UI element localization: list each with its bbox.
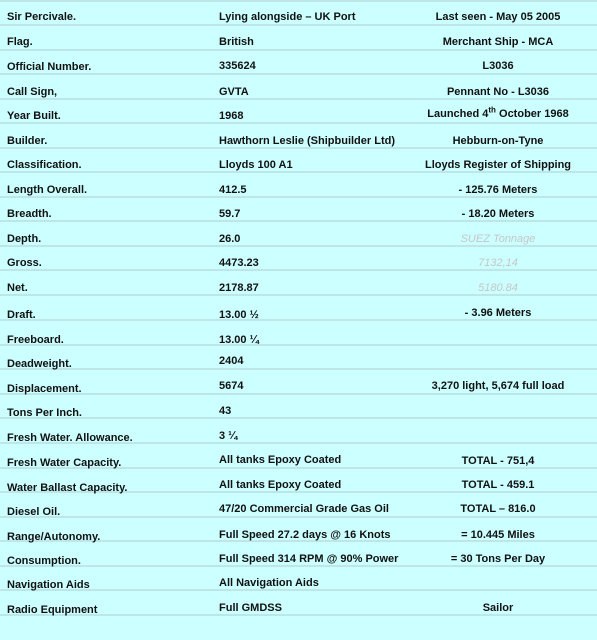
row-label: Breadth. bbox=[7, 208, 52, 220]
row-note-text: October 1968 bbox=[495, 108, 569, 120]
row-value: 412.5 bbox=[219, 184, 247, 196]
row-value: All tanks Epoxy Coated bbox=[219, 454, 342, 466]
ordinal-suffix: th bbox=[488, 105, 496, 115]
row-note: = 30 Tons Per Day bbox=[450, 553, 546, 565]
row-divider bbox=[0, 98, 597, 100]
row-label: Tons Per Inch. bbox=[7, 407, 82, 419]
row-label: Gross. bbox=[7, 257, 42, 269]
row-label: Call Sign, bbox=[7, 86, 58, 98]
row-divider bbox=[0, 294, 597, 296]
row-divider bbox=[0, 319, 597, 321]
row-label: Consumption. bbox=[7, 555, 81, 567]
row-value: 1968 bbox=[219, 110, 244, 122]
row-note: 7132,14 bbox=[478, 257, 518, 269]
row-note-text: Launched 4 bbox=[427, 108, 489, 120]
row-value: Lloyds 100 A1 bbox=[219, 159, 293, 171]
row-divider bbox=[0, 73, 597, 75]
row-value: 13.00 ¼ bbox=[219, 334, 259, 346]
row-note bbox=[398, 105, 597, 120]
row-divider bbox=[0, 24, 597, 26]
row-value: 2178.87 bbox=[219, 282, 259, 294]
row-value: 13.00 ½ bbox=[219, 309, 259, 321]
row-label: Diesel Oil. bbox=[7, 506, 61, 518]
row-note: SUEZ Tonnage bbox=[460, 233, 536, 245]
row-value: British bbox=[219, 36, 254, 48]
row-label: Radio Equipment bbox=[7, 604, 98, 616]
row-divider bbox=[0, 565, 597, 567]
row-note: TOTAL - 751,4 bbox=[461, 455, 535, 467]
row-value: Full Speed 27.2 days @ 16 Knots bbox=[219, 529, 391, 541]
row-divider bbox=[0, 393, 597, 395]
row-value: Full Speed 314 RPM @ 90% Power bbox=[219, 553, 399, 565]
row-note: - 3.96 Meters bbox=[464, 307, 532, 319]
row-note: - 18.20 Meters bbox=[461, 208, 535, 220]
row-value: 43 bbox=[219, 405, 232, 417]
row-note: Lloyds Register of Shipping bbox=[424, 159, 572, 171]
row-label: Displacement. bbox=[7, 383, 82, 395]
row-note: Last seen - May 05 2005 bbox=[435, 11, 561, 23]
row-label: Flag. bbox=[7, 36, 33, 48]
row-value: All tanks Epoxy Coated bbox=[219, 479, 342, 491]
row-value: GVTA bbox=[219, 86, 249, 98]
row-label: Official Number. bbox=[7, 61, 92, 73]
row-note: TOTAL - 459.1 bbox=[461, 479, 535, 491]
row-label: Classification. bbox=[7, 159, 82, 171]
row-value: 5674 bbox=[219, 380, 244, 392]
row-label: Draft. bbox=[7, 309, 36, 321]
row-note: TOTAL – 816.0 bbox=[460, 503, 536, 515]
row-note: 3,270 light, 5,674 full load bbox=[431, 380, 565, 392]
row-value: 2404 bbox=[219, 355, 244, 367]
row-note: Sailor bbox=[482, 602, 514, 614]
row-label: Depth. bbox=[7, 233, 42, 245]
row-value: All Navigation Aids bbox=[219, 577, 319, 589]
row-value: 59.7 bbox=[219, 208, 241, 220]
row-label: Water Ballast Capacity. bbox=[7, 482, 128, 494]
row-label: Deadweight. bbox=[7, 358, 72, 370]
row-value: 3 ¼ bbox=[219, 430, 238, 442]
row-label: Builder. bbox=[7, 135, 48, 147]
row-value: Hawthorn Leslie (Shipbuilder Ltd) bbox=[219, 135, 395, 147]
row-label: Fresh Water. Allowance. bbox=[7, 432, 133, 444]
row-label: Navigation Aids bbox=[7, 579, 90, 591]
row-note: Hebburn-on-Tyne bbox=[452, 135, 544, 147]
row-value: Lying alongside – UK Port bbox=[219, 11, 356, 23]
row-note: = 10.445 Miles bbox=[461, 529, 535, 541]
row-note: - 125.76 Meters bbox=[458, 184, 538, 196]
row-label: Fresh Water Capacity. bbox=[7, 457, 122, 469]
row-divider bbox=[0, 49, 597, 51]
row-label: Length Overall. bbox=[7, 184, 88, 196]
row-divider bbox=[0, 196, 597, 198]
row-divider bbox=[0, 122, 597, 124]
row-value: 26.0 bbox=[219, 233, 241, 245]
row-divider bbox=[0, 344, 597, 346]
row-note: 5180.84 bbox=[478, 282, 518, 294]
row-divider bbox=[0, 147, 597, 149]
row-note: L3036 bbox=[482, 60, 514, 72]
row-note: Merchant Ship - MCA bbox=[442, 36, 554, 48]
row-divider bbox=[0, 220, 597, 222]
row-label: Year Built. bbox=[7, 110, 61, 122]
row-value: Full GMDSS bbox=[219, 602, 282, 614]
row-label: Sir Percivale. bbox=[7, 11, 77, 23]
row-divider bbox=[0, 171, 597, 173]
row-label: Net. bbox=[7, 282, 28, 294]
row-value: 4473.23 bbox=[219, 257, 259, 269]
row-divider bbox=[0, 269, 597, 271]
row-value: 335624 bbox=[219, 60, 256, 72]
row-label: Freeboard. bbox=[7, 334, 64, 346]
row-divider bbox=[0, 368, 597, 370]
row-divider bbox=[0, 417, 597, 419]
row-note: Pennant No - L3036 bbox=[446, 86, 550, 98]
row-divider bbox=[0, 516, 597, 518]
row-value: 47/20 Commercial Grade Gas Oil bbox=[219, 503, 389, 515]
row-divider bbox=[0, 245, 597, 247]
row-label: Range/Autonomy. bbox=[7, 531, 101, 543]
